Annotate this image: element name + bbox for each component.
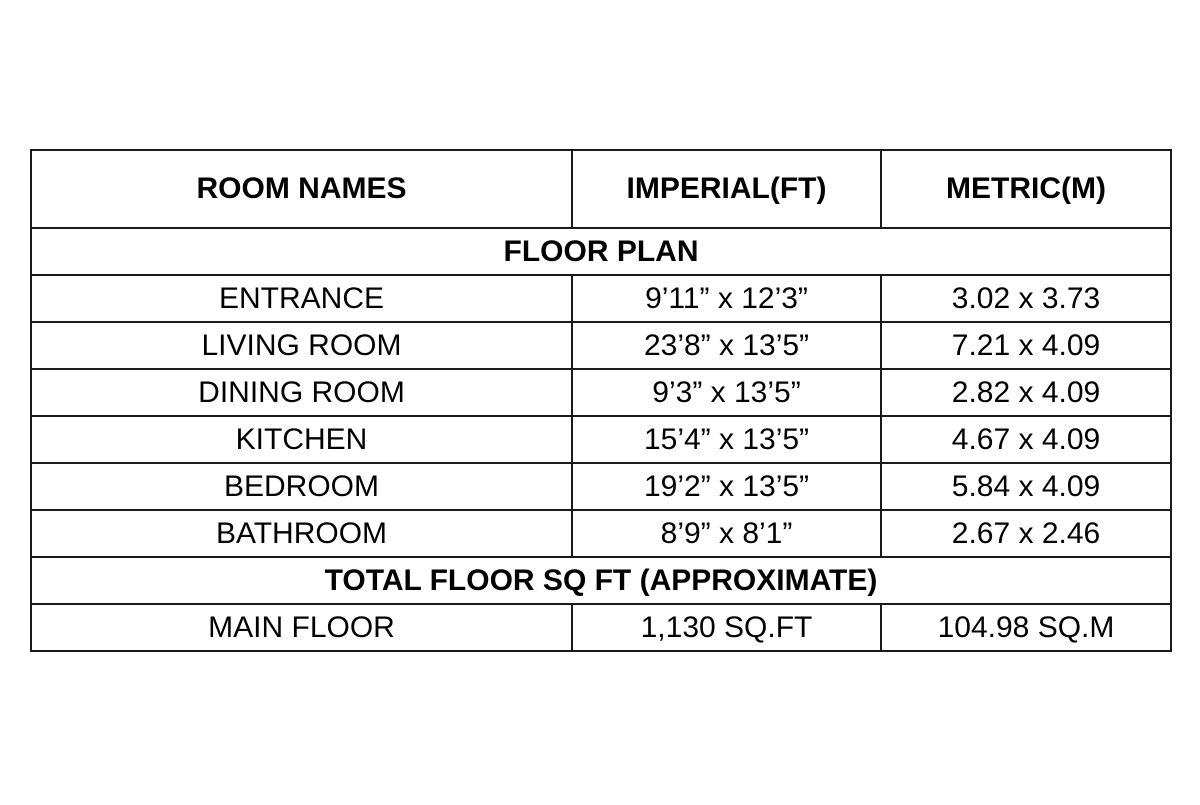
room-name-cell: LIVING ROOM bbox=[31, 322, 572, 369]
total-section-row bbox=[31, 557, 1171, 604]
room-name-cell: DINING ROOM bbox=[31, 369, 572, 416]
metric-cell: 7.21 x 4.09 bbox=[881, 322, 1171, 369]
floor-plan-heading: FLOOR PLAN bbox=[31, 228, 1171, 275]
header-row bbox=[31, 150, 1171, 228]
room-name-cell: BEDROOM bbox=[31, 463, 572, 510]
table-row bbox=[31, 369, 1171, 416]
total-name-cell: MAIN FLOOR bbox=[31, 604, 572, 651]
imperial-cell: 9’11” x 12’3” bbox=[572, 275, 881, 322]
metric-cell: 4.67 x 4.09 bbox=[881, 416, 1171, 463]
header-imperial: IMPERIAL(FT) bbox=[572, 150, 881, 228]
imperial-cell: 23’8” x 13’5” bbox=[572, 322, 881, 369]
table-row bbox=[31, 463, 1171, 510]
total-floor-heading: TOTAL FLOOR SQ FT (APPROXIMATE) bbox=[31, 557, 1171, 604]
table-row bbox=[31, 510, 1171, 557]
room-dimensions-table bbox=[30, 149, 1172, 652]
room-name-cell: ENTRANCE bbox=[31, 275, 572, 322]
metric-cell: 2.82 x 4.09 bbox=[881, 369, 1171, 416]
metric-cell: 3.02 x 3.73 bbox=[881, 275, 1171, 322]
imperial-cell: 15’4” x 13’5” bbox=[572, 416, 881, 463]
table-row bbox=[31, 416, 1171, 463]
imperial-cell: 9’3” x 13’5” bbox=[572, 369, 881, 416]
header-metric: METRIC(M) bbox=[881, 150, 1171, 228]
total-imperial-cell: 1,130 SQ.FT bbox=[572, 604, 881, 651]
floor-plan-section-row bbox=[31, 228, 1171, 275]
imperial-cell: 8’9” x 8’1” bbox=[572, 510, 881, 557]
table-row bbox=[31, 275, 1171, 322]
metric-cell: 5.84 x 4.09 bbox=[881, 463, 1171, 510]
total-metric-cell: 104.98 SQ.M bbox=[881, 604, 1171, 651]
table-row bbox=[31, 322, 1171, 369]
header-room-names: ROOM NAMES bbox=[31, 150, 572, 228]
total-row bbox=[31, 604, 1171, 651]
metric-cell: 2.67 x 2.46 bbox=[881, 510, 1171, 557]
room-name-cell: BATHROOM bbox=[31, 510, 572, 557]
room-name-cell: KITCHEN bbox=[31, 416, 572, 463]
imperial-cell: 19’2” x 13’5” bbox=[572, 463, 881, 510]
